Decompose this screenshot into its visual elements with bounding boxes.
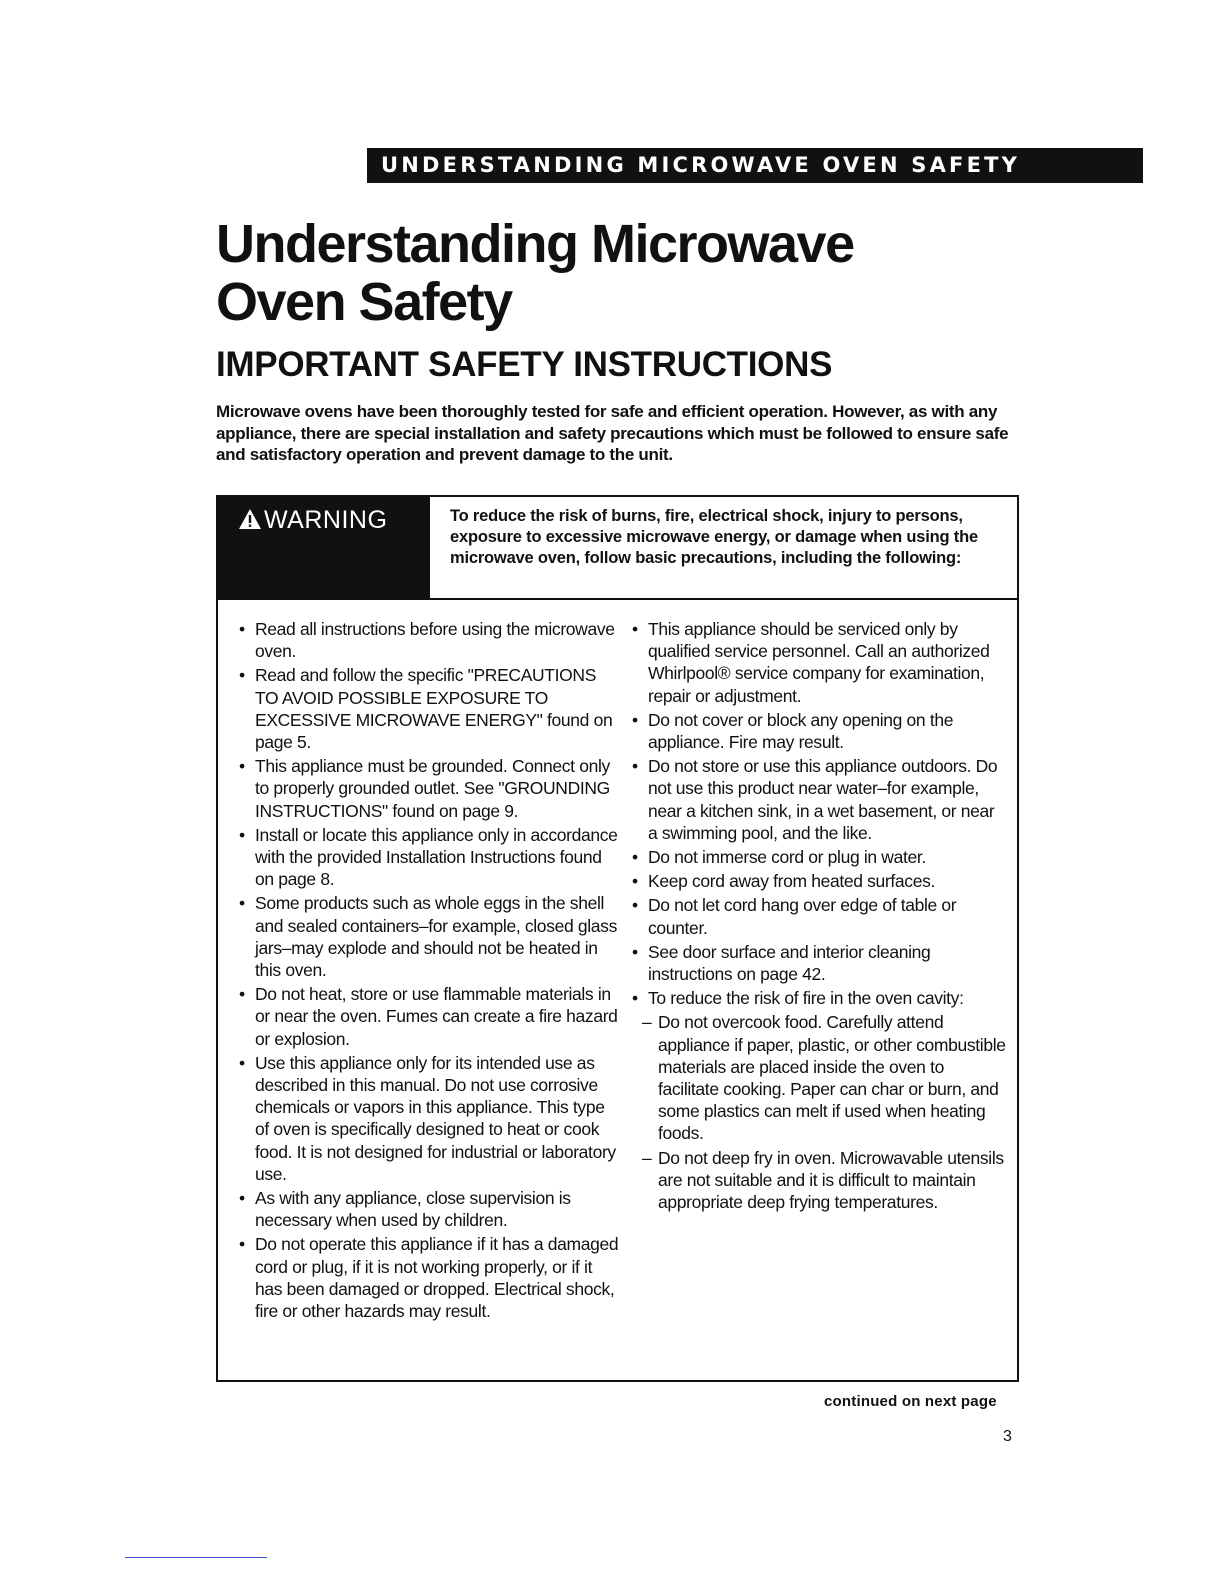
intro-paragraph: Microwave ovens have been thoroughly tested for safe and efficient operation. However, as with any appliance, there are special installation and safety precautions which must be followed to ensure safe and satisfactory operation and prevent damage to the unit. bbox=[216, 402, 1009, 464]
sublist-item: – Do not overcook food. Carefully attend appliance if paper, plastic, or other combustible materials are placed inside the oven to facilitate cooking. Paper can char or burn, and some plastics can melt if used when heating foods. bbox=[632, 1011, 1007, 1144]
list-item: • Install or locate this appliance only in accordance with the provided Installation Instructions found on page 8. bbox=[239, 824, 619, 891]
list-item: • As with any appliance, close supervision is necessary when used by children. bbox=[239, 1187, 619, 1231]
page-number: 3 bbox=[1003, 1428, 1012, 1445]
list-item: • Do not immerse cord or plug in water. bbox=[632, 846, 1007, 868]
section-subtitle: IMPORTANT SAFETY INSTRUCTIONS bbox=[216, 345, 833, 384]
list-item-text: To reduce the risk of fire in the oven cavity: bbox=[648, 988, 964, 1009]
list-item: • This appliance should be serviced only by qualified service personnel. Call an authorized Whirlpool® service company for examination, repair or adjustment. bbox=[632, 618, 1007, 707]
warning-badge bbox=[218, 497, 430, 598]
list-item: • See door surface and interior cleaning instructions on page 42. bbox=[632, 941, 1007, 985]
list-item: • Some products such as whole eggs in the shell and sealed containers–for example, closed glass jars–may explode and should not be heated in this oven. bbox=[239, 892, 619, 981]
section-header-band: UNDERSTANDING MICROWAVE OVEN SAFETY bbox=[367, 148, 1143, 183]
list-item: • Do not let cord hang over edge of table or counter. bbox=[632, 894, 1007, 938]
list-item-fire-risk bbox=[632, 987, 1007, 1213]
page-title-line-1: Understanding Microwave bbox=[216, 214, 854, 274]
fire-risk-sublist bbox=[648, 1011, 1007, 1213]
warning-triangle-icon bbox=[238, 508, 262, 530]
list-item: • Read all instructions before using the microwave oven. bbox=[239, 618, 619, 662]
warning-label-text: WARNING bbox=[264, 506, 388, 534]
list-item: • Do not cover or block any opening on the appliance. Fire may result. bbox=[632, 709, 1007, 753]
list-item: • This appliance must be grounded. Connect only to properly grounded outlet. See "GROUNDING INSTRUCTIONS" found on page 9. bbox=[239, 755, 619, 822]
instructions-right-column bbox=[632, 618, 1007, 1215]
list-item: • Do not operate this appliance if it has a damaged cord or plug, if it is not working properly, or if it has been damaged or dropped. Electrical shock, fire or other hazards may result. bbox=[239, 1233, 619, 1322]
warning-box bbox=[216, 495, 1019, 600]
warning-label bbox=[238, 506, 387, 535]
list-item: • Use this appliance only for its intended use as described in this manual. Do not use corrosive chemicals or vapors in this appliance. This type of oven is specifically designed to heat or cook food. It is not designed for industrial or laboratory use. bbox=[239, 1052, 619, 1185]
continued-note: continued on next page bbox=[824, 1393, 997, 1410]
list-item: • Read and follow the specific "PRECAUTIONS TO AVOID POSSIBLE EXPOSURE TO EXCESSIVE MICROWAVE ENERGY" found on page 5. bbox=[239, 664, 619, 753]
page-title bbox=[216, 215, 854, 331]
sublist-item: – Do not deep fry in oven. Microwavable utensils are not suitable and it is difficult to maintain appropriate deep frying temperatures. bbox=[632, 1147, 1007, 1214]
list-item: • Keep cord away from heated surfaces. bbox=[632, 870, 1007, 892]
footer-rule bbox=[125, 1557, 267, 1558]
page-title-line-2: Oven Safety bbox=[216, 272, 512, 332]
instructions-left-column bbox=[239, 618, 619, 1324]
warning-text: To reduce the risk of burns, fire, electrical shock, injury to persons, exposure to excessive microwave energy, or damage when using the microwave oven, follow basic precautions, including the following: bbox=[450, 507, 978, 567]
list-item: • Do not heat, store or use flammable materials in or near the oven. Fumes can create a fire hazard or explosion. bbox=[239, 983, 619, 1050]
list-item: • Do not store or use this appliance outdoors. Do not use this product near water–for example, near a kitchen sink, in a wet basement, or near a swimming pool, and the like. bbox=[632, 755, 1007, 844]
